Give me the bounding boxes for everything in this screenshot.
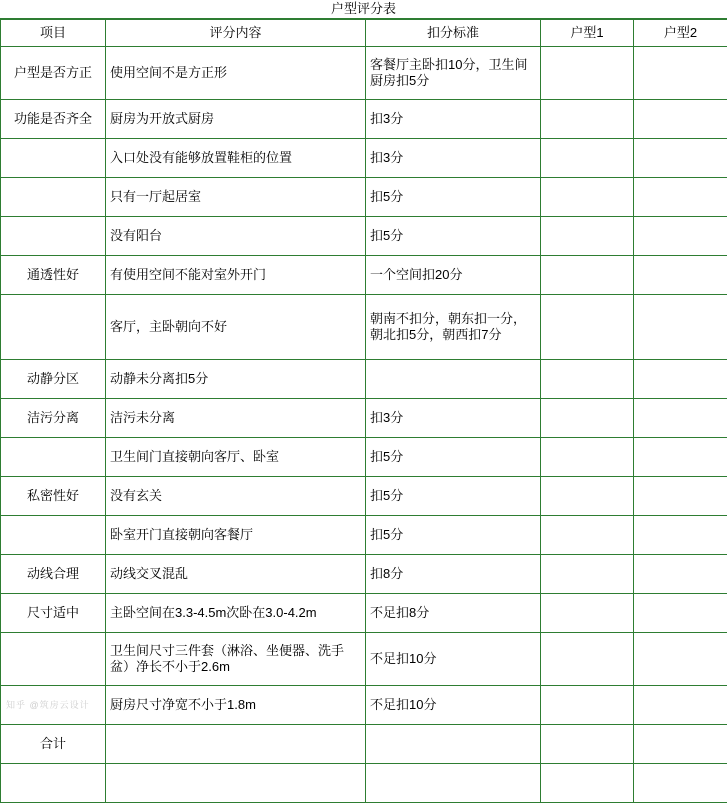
- table-row: [1, 633, 727, 686]
- cell-unit1-score[interactable]: [541, 100, 634, 139]
- table-row: [1, 256, 727, 295]
- cell-item[interactable]: 私密性好: [1, 477, 106, 516]
- cell-unit1-score[interactable]: [541, 295, 634, 360]
- cell-standard[interactable]: 扣3分: [366, 399, 541, 438]
- cell-unit2-score[interactable]: [634, 295, 727, 360]
- cell-unit1-score[interactable]: [541, 477, 634, 516]
- cell-standard[interactable]: [366, 725, 541, 764]
- cell-unit2-score[interactable]: [634, 100, 727, 139]
- cell-content[interactable]: 主卧空间在3.3-4.5m次卧在3.0-4.2m: [106, 594, 366, 633]
- cell-standard[interactable]: 扣8分: [366, 555, 541, 594]
- cell-unit1-score[interactable]: [541, 516, 634, 555]
- table-row: [1, 47, 727, 100]
- cell-item[interactable]: 通透性好: [1, 256, 106, 295]
- column-header-item: 项目: [1, 20, 106, 47]
- cell-standard[interactable]: 不足扣10分: [366, 686, 541, 725]
- cell-item[interactable]: 户型是否方正: [1, 47, 106, 100]
- cell-standard[interactable]: 朝南不扣分，朝东扣一分，朝北扣5分，朝西扣7分: [366, 295, 541, 360]
- table-row: [1, 764, 727, 803]
- cell-content[interactable]: 有使用空间不能对室外开门: [106, 256, 366, 295]
- cell-item[interactable]: 合计: [1, 725, 106, 764]
- cell-standard[interactable]: 扣5分: [366, 217, 541, 256]
- cell-content[interactable]: 只有一厅起居室: [106, 178, 366, 217]
- table-row: [1, 360, 727, 399]
- cell-content[interactable]: 使用空间不是方正形: [106, 47, 366, 100]
- cell-unit2-score[interactable]: [634, 256, 727, 295]
- cell-unit2-score[interactable]: [634, 594, 727, 633]
- cell-standard[interactable]: 扣5分: [366, 477, 541, 516]
- cell-content[interactable]: 厨房尺寸净宽不小于1.8m: [106, 686, 366, 725]
- cell-unit2-score[interactable]: [634, 178, 727, 217]
- cell-standard[interactable]: 客餐厅主卧扣10分，卫生间厨房扣5分: [366, 47, 541, 100]
- cell-unit1-score[interactable]: [541, 438, 634, 477]
- cell-standard[interactable]: 不足扣10分: [366, 633, 541, 686]
- cell-content[interactable]: 入口处没有能够放置鞋柜的位置: [106, 139, 366, 178]
- cell-item[interactable]: [1, 438, 106, 477]
- table-row: [1, 438, 727, 477]
- cell-content[interactable]: [106, 764, 366, 803]
- cell-unit1-score[interactable]: [541, 139, 634, 178]
- cell-content[interactable]: 卫生间尺寸三件套（淋浴、坐便器、洗手盆）净长不小于2.6m: [106, 633, 366, 686]
- table-row: [1, 686, 727, 725]
- cell-unit1-score[interactable]: [541, 725, 634, 764]
- cell-content[interactable]: 客厅，主卧朝向不好: [106, 295, 366, 360]
- cell-content[interactable]: 没有玄关: [106, 477, 366, 516]
- table-row: [1, 516, 727, 555]
- scoring-table: [0, 19, 727, 803]
- cell-item[interactable]: [1, 139, 106, 178]
- cell-content[interactable]: 卫生间门直接朝向客厅、卧室: [106, 438, 366, 477]
- cell-item[interactable]: [1, 764, 106, 803]
- column-header-content: 评分内容: [106, 20, 366, 47]
- table-row: [1, 555, 727, 594]
- cell-unit2-score[interactable]: [634, 139, 727, 178]
- document-title: 户型评分表: [0, 0, 727, 19]
- cell-item[interactable]: [1, 516, 106, 555]
- watermark-text: 知乎 @筑房云设计: [6, 698, 90, 711]
- table-row: [1, 139, 727, 178]
- table-row: [1, 178, 727, 217]
- cell-standard[interactable]: 扣5分: [366, 516, 541, 555]
- table-header-row: [1, 20, 727, 47]
- cell-unit1-score[interactable]: [541, 555, 634, 594]
- cell-item[interactable]: [1, 217, 106, 256]
- cell-content[interactable]: 动静未分离扣5分: [106, 360, 366, 399]
- cell-item[interactable]: 动线合理: [1, 555, 106, 594]
- cell-content[interactable]: 卧室开门直接朝向客餐厅: [106, 516, 366, 555]
- cell-standard[interactable]: [366, 360, 541, 399]
- table-row: [1, 725, 727, 764]
- cell-unit2-score[interactable]: [634, 633, 727, 686]
- table-row: [1, 100, 727, 139]
- cell-unit1-score[interactable]: [541, 47, 634, 100]
- cell-unit2-score[interactable]: [634, 217, 727, 256]
- cell-item[interactable]: 洁污分离: [1, 399, 106, 438]
- cell-unit1-score[interactable]: [541, 399, 634, 438]
- table-row: [1, 295, 727, 360]
- cell-standard[interactable]: 扣5分: [366, 438, 541, 477]
- cell-standard[interactable]: 扣3分: [366, 139, 541, 178]
- cell-unit2-score[interactable]: [634, 764, 727, 803]
- cell-unit1-score[interactable]: [541, 594, 634, 633]
- cell-item[interactable]: [1, 295, 106, 360]
- column-header-unit2: 户型2: [634, 20, 727, 47]
- cell-item[interactable]: 功能是否齐全: [1, 100, 106, 139]
- column-header-unit1: 户型1: [541, 20, 634, 47]
- cell-unit1-score[interactable]: [541, 178, 634, 217]
- table-row: [1, 399, 727, 438]
- cell-standard[interactable]: 扣3分: [366, 100, 541, 139]
- cell-content[interactable]: 没有阳台: [106, 217, 366, 256]
- cell-unit2-score[interactable]: [634, 477, 727, 516]
- cell-unit2-score[interactable]: [634, 725, 727, 764]
- cell-unit2-score[interactable]: [634, 47, 727, 100]
- cell-unit2-score[interactable]: [634, 516, 727, 555]
- cell-content[interactable]: [106, 725, 366, 764]
- cell-unit2-score[interactable]: [634, 360, 727, 399]
- table-row: [1, 217, 727, 256]
- cell-unit2-score[interactable]: [634, 686, 727, 725]
- cell-standard[interactable]: 一个空间扣20分: [366, 256, 541, 295]
- cell-content[interactable]: 动线交叉混乱: [106, 555, 366, 594]
- cell-unit1-score[interactable]: [541, 686, 634, 725]
- cell-item[interactable]: [1, 633, 106, 686]
- cell-unit1-score[interactable]: [541, 217, 634, 256]
- cell-unit1-score[interactable]: [541, 360, 634, 399]
- cell-unit2-score[interactable]: [634, 555, 727, 594]
- cell-content[interactable]: 厨房为开放式厨房: [106, 100, 366, 139]
- table-row: [1, 594, 727, 633]
- cell-unit2-score[interactable]: [634, 399, 727, 438]
- cell-item[interactable]: [1, 178, 106, 217]
- cell-item[interactable]: 动静分区: [1, 360, 106, 399]
- cell-unit1-score[interactable]: [541, 764, 634, 803]
- cell-unit1-score[interactable]: [541, 633, 634, 686]
- cell-unit2-score[interactable]: [634, 438, 727, 477]
- table-row: [1, 477, 727, 516]
- cell-item[interactable]: 尺寸适中: [1, 594, 106, 633]
- cell-content[interactable]: 洁污未分离: [106, 399, 366, 438]
- cell-standard[interactable]: [366, 764, 541, 803]
- cell-standard[interactable]: 扣5分: [366, 178, 541, 217]
- cell-unit1-score[interactable]: [541, 256, 634, 295]
- cell-standard[interactable]: 不足扣8分: [366, 594, 541, 633]
- column-header-standard: 扣分标准: [366, 20, 541, 47]
